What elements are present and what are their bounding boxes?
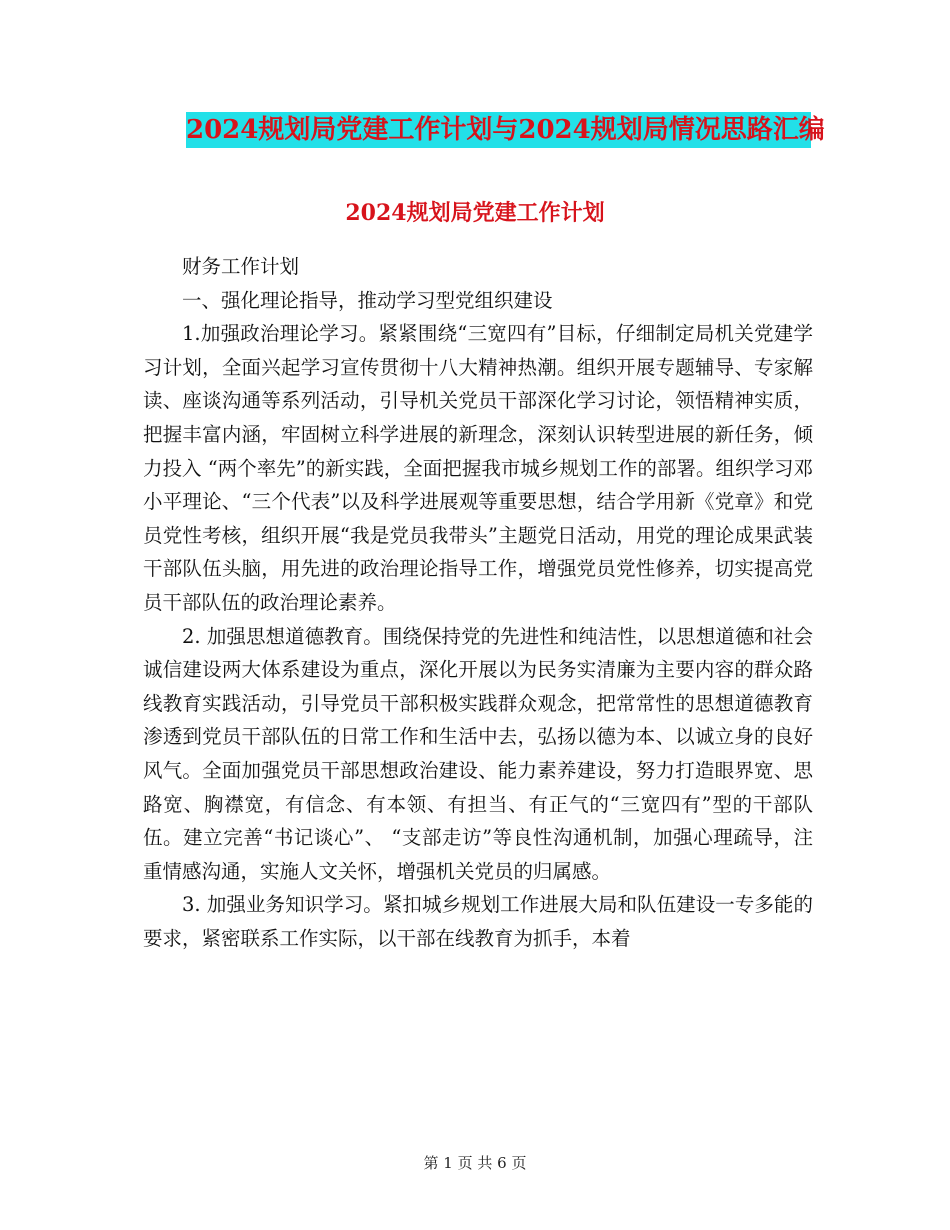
heading-strengthen-theory: 一、强化理论指导，推动学习型党组织建设 [182, 288, 553, 312]
paragraph-moral-education: 2. 加强思想道德教育。围绕保持党的先进性和纯洁性，以思想道德和社会诚信建设两大体系建设为重点，深化开展以为民务实清廉为主要内容的群众路线教育实践活动，引导党员干部积极实践群众观念，把常常性的思想道德教育渗透到党员干部队伍的日常工作和生活中去，弘扬以德为本、以诚立身的良好风气。全面加强党员干部思想政治建设、能力素养建设，努力打造眼界宽、思路宽、胸襟宽，有信念、有本领、有担当、有正气的“三宽四有”型的干部队伍。建立完善“书记谈心”、 “支部走访”等良性沟通机制，加强心理疏导，注重情感沟通，实施人文关怀，增强机关党员的归属感。 [143, 624, 813, 883]
paragraph-political-study: 1.加强政治理论学习。紧紧围绕“三宽四有”目标，仔细制定局机关党建学习计划，全面兴起学习宣传贯彻十八大精神热潮。组织开展专题辅导、专家解读、座谈沟通等系列活动，引导机关党员干部深化学习讨论，领悟精神实质，把握丰富内涵，牢固树立科学进展的新理念，深刻认识转型进展的新任务，倾力投入 “两个率先”的新实践，全面把握我市城乡规划工作的部署。组织学习邓小平理论、“三个代表”以及科学进展观等重要思想，结合学用新《党章》和党员党性考核，组织开展“我是党员我带头”主题党日活动，用党的理论成果武装干部队伍头脑，用先进的政治理论指导工作，增强党员党性修养，切实提高党员干部队伍的政治理论素养。 [143, 322, 813, 614]
paragraph-business-study: 3. 加强业务知识学习。紧扣城乡规划工作进展大局和队伍建设一专多能的要求，紧密联系工作实际，以干部在线教育为抓手，本着 [143, 893, 813, 950]
document-body [143, 250, 813, 955]
section-title: 2024规划局党建工作计划 [345, 200, 605, 226]
paragraph-financial-plan: 财务工作计划 [182, 255, 300, 278]
page-number-footer: 第 1 页 共 6 页 [423, 1154, 527, 1172]
document-main-title: 2024规划局党建工作计划与2024规划局情况思路汇编 [186, 112, 811, 148]
